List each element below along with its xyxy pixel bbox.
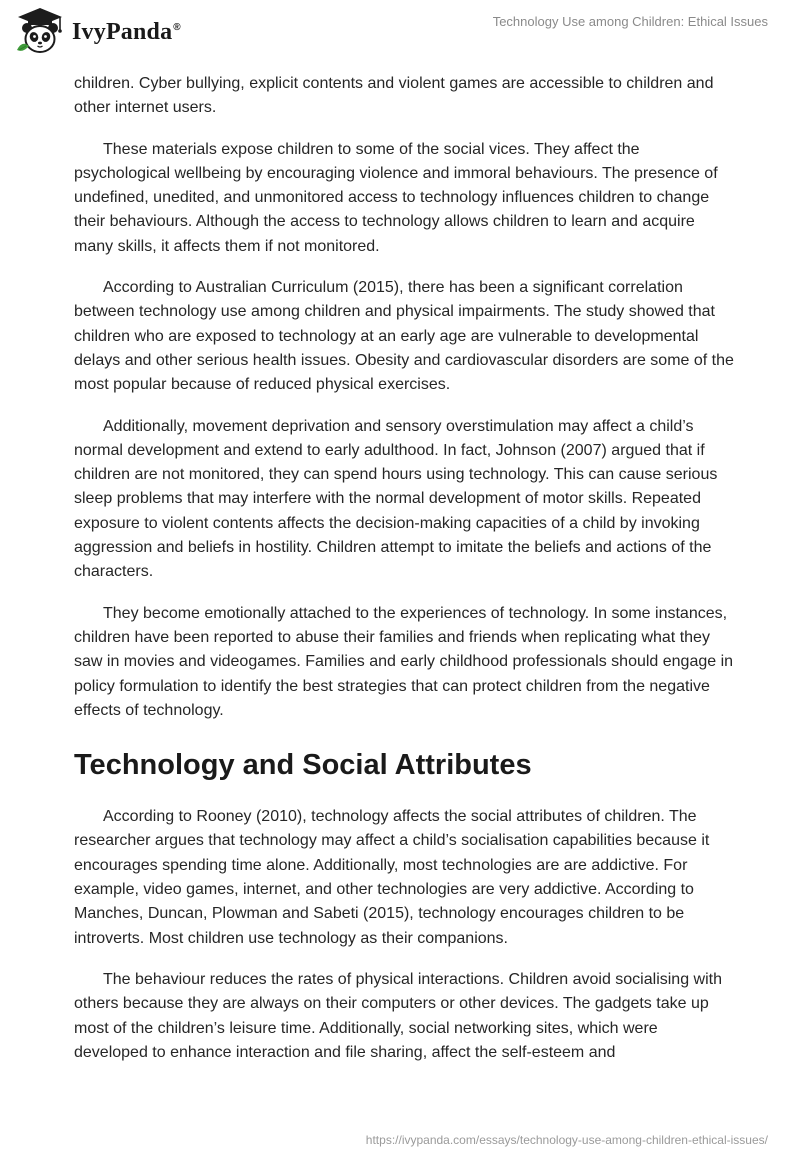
- panda-graduation-cap-icon: [14, 6, 66, 58]
- paragraph: These materials expose children to some of the social vices. They affect the psychological wellbeing by encouraging violence and immoral behaviours. The presence of undefined, unedited, and unmonitored access to technology influences children to change their behaviours. Although the access to technology allows children to learn and acquire many skills, it affects them if not monitored.: [74, 140, 718, 255]
- paragraph: Additionally, movement deprivation and sensory overstimulation may affect a child’s normal development and extend to early adulthood. In fact, Johnson (2007) argued that if children are not monitored, they can spend hours using technology. This can cause serious sleep problems that may interfere with the normal development of motor skills. Repeated exposure to violent contents affects the decision-making capacities of a child by invoking aggression and beliefs in hostility. Children attempt to imitate the beliefs and actions of the characters.: [74, 417, 718, 581]
- paragraph: According to Australian Curriculum (2015), there has been a significant correlation between technology use among children and physical impairments. The study showed that children who are exposed to technology at an early age are vulnerable to developmental delays and other serious health issues. Obesity and cardiovascular disorders are some of the most popular because of reduced physical exercises.: [74, 279, 734, 394]
- document-title: Technology Use among Children: Ethical Issues: [492, 14, 768, 29]
- paragraph: According to Rooney (2010), technology affects the social attributes of children. The researcher argues that technology may affect a child’s socialisation capabilities because it encourages spending time alone. Additionally, most technologies are are addictive. For example, video games, internet, and other technologies are very addictive. According to Manches, Duncan, Plowman and Sabeti (2015), technology encourages children to be introverts. Most children use technology as their companions.: [74, 808, 710, 947]
- ivypanda-logo[interactable]: [14, 6, 181, 58]
- registered-mark: ®: [173, 21, 181, 33]
- page-header: [0, 0, 800, 64]
- logo-text: IvyPanda®: [72, 18, 181, 45]
- section-heading: Technology and Social Attributes: [74, 749, 532, 782]
- paragraph: They become emotionally attached to the experiences of technology. In some instances, children have been reported to abuse their families and friends when replicating what they saw in movies and videogames. Families and early childhood professionals should engage in policy formulation to identify the best strategies that can protect children from the negative effects of technology.: [74, 604, 734, 719]
- paragraph: children. Cyber bullying, explicit contents and violent games are accessible to children and other internet users.: [74, 75, 714, 117]
- source-url[interactable]: https://ivypanda.com/essays/technology-use-among-children-ethical-issues/: [365, 1133, 768, 1147]
- essay-body: [74, 72, 734, 1082]
- paragraph: The behaviour reduces the rates of physical interactions. Children avoid socialising with others because they are always on their computers or other devices. The gadgets take up most of the children’s leisure time. Additionally, social networking sites, which were developed to enhance interaction and file sharing, affect the self-esteem and: [74, 970, 722, 1061]
